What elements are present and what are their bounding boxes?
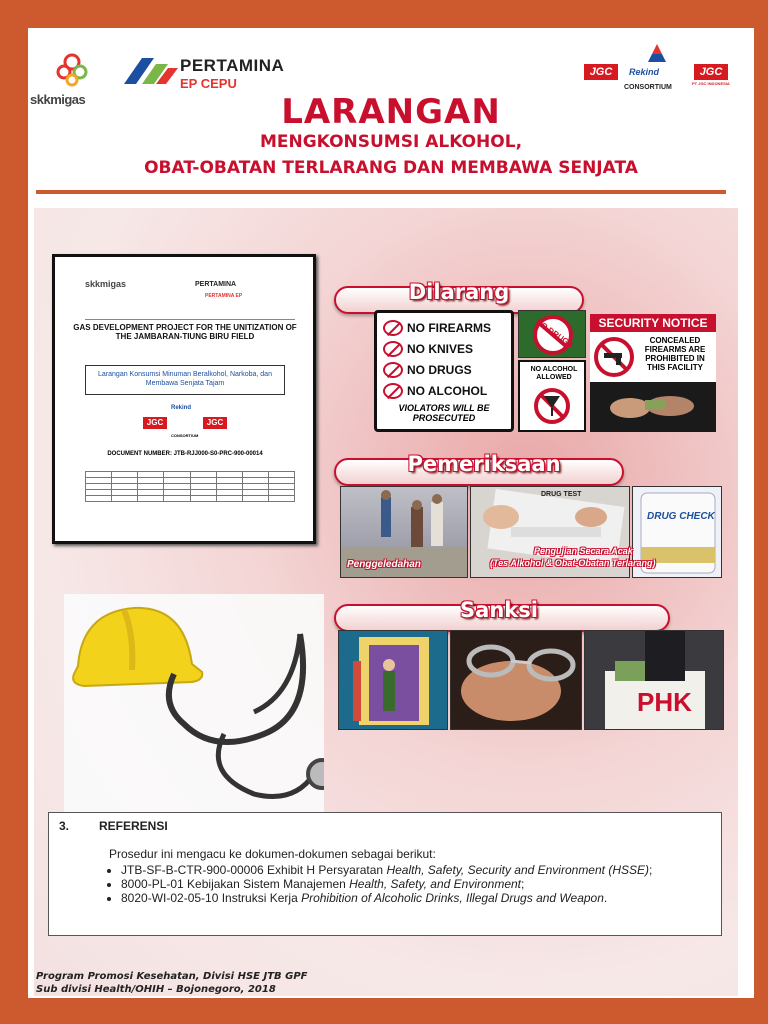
phk-photo	[584, 630, 724, 730]
no-glass-icon	[520, 386, 586, 430]
no-knife-icon	[383, 341, 403, 357]
jgc-right-badge: JGC	[694, 64, 728, 80]
consortium-text: CONSORTIUM	[624, 84, 672, 91]
reference-title: REFERENSI	[99, 819, 168, 833]
no-firearms-row	[383, 317, 505, 338]
poster-header	[28, 28, 754, 200]
no-drugs-row	[383, 359, 505, 380]
reference-item: • 8020-WI-02-05-10 Instruksi Kerja Prohibition of Alcoholic Drinks, Illegal Drugs and Weapon.	[121, 891, 711, 905]
doc-jgc-logo	[143, 403, 233, 443]
skkmigas-text: skkmigas	[30, 92, 86, 107]
pertamina-arrow-icon	[120, 54, 178, 94]
no-gun-icon	[383, 320, 403, 336]
no-alcohol-text: NO ALCOHOL	[407, 383, 488, 398]
prohibition-sign	[374, 310, 514, 432]
exit-door-image	[338, 630, 448, 730]
poster-title: LARANGAN	[281, 92, 501, 132]
footer-line-2: Sub divisi Health/OHIH – Bojonegoro, 2018	[36, 984, 276, 995]
no-alcohol-sign	[518, 360, 586, 432]
doc-consortium: CONSORTIUM	[171, 433, 199, 438]
security-notice	[590, 314, 716, 432]
doc-jgc-left: JGC	[143, 417, 167, 429]
helmet-stethoscope-image	[64, 594, 324, 814]
no-bottle-icon	[383, 383, 403, 399]
dilarang-label: Dilarang	[408, 280, 510, 304]
no-drugs-text: NO DRUGS	[407, 362, 472, 377]
no-knives-row	[383, 338, 505, 359]
dismissal-cartoon	[339, 631, 448, 730]
search-caption: Penggeledahan	[347, 559, 421, 570]
doc-divider	[85, 319, 295, 320]
doc-project-title: GAS DEVELOPMENT PROJECT FOR THE UNITIZATION OF THE JAMBARAN-TIUNG BIRU FIELD	[73, 323, 297, 341]
rekind-text: Rekind	[629, 67, 660, 77]
drug-test-label: DRUG TEST	[541, 491, 582, 498]
doc-rekind: Rekind	[171, 405, 192, 411]
no-pill-icon	[383, 362, 403, 378]
no-gun-circle-icon	[592, 335, 636, 379]
no-knives-text: NO KNIVES	[407, 341, 474, 356]
violators-text: VIOLATORS WILL BE PROSECUTED	[398, 403, 490, 423]
no-firearms-text: NO FIREARMS	[407, 320, 491, 335]
reference-item: • JTB-SF-B-CTR-900-00006 Exhibit H Persyaratan Health, Safety, Security and Environment (HSSE);	[121, 863, 711, 877]
test-caption-1: Pengujian Secara Acak	[534, 546, 633, 556]
poster-subtitle-2: OBAT-OBATAN TERLARANG DAN MEMBAWA SENJATA	[144, 158, 638, 178]
doc-pertamina-sub: PERTAMINA EP	[205, 293, 243, 299]
doc-jgc-right: JGC	[203, 417, 227, 429]
poster-sheet	[28, 28, 754, 998]
sanksi-label: Sanksi	[460, 598, 538, 622]
reference-heading	[59, 819, 711, 833]
reference-number: 3.	[59, 819, 70, 833]
doc-title-box: Larangan Konsumsi Minuman Beralkohol, Narkoba, dan Membawa Senjata Tajam	[85, 365, 285, 395]
poster-body	[34, 208, 738, 996]
no-drugs-sign	[518, 310, 586, 358]
jgc-left-badge: JGC	[584, 64, 618, 80]
no-alcohol-sign-text: NO ALCOHOL ALLOWED	[530, 366, 578, 381]
reference-list	[121, 863, 711, 905]
reference-intro: Prosedur ini mengacu ke dokumen-dokumen sebagai berikut:	[109, 847, 436, 861]
handover-photo	[590, 382, 716, 432]
doc-number: DOCUMENT NUMBER: JTB-RJJ000-S0-PRC-900-00014	[107, 451, 263, 457]
security-notice-body	[590, 332, 716, 382]
poster-subtitle-1: MENGKONSUMSI ALKOHOL,	[259, 132, 523, 152]
doc-revision-table	[85, 471, 295, 502]
document-cover	[52, 254, 316, 544]
header-divider	[36, 190, 726, 194]
pertamina-name: PERTAMINA	[180, 56, 285, 75]
drugcheck-label: DRUG CHECK	[647, 511, 715, 522]
test-caption-2: (Tes Alkohol & Obat-Obatan Terlarang)	[490, 558, 656, 568]
footer-line-1: Program Promosi Kesehatan, Divisi HSE JTB GPF	[36, 971, 308, 982]
handcuffs-image	[451, 631, 582, 730]
footer	[36, 970, 307, 996]
phk-label: PHK	[637, 687, 692, 717]
jgc-indonesia-text: PT JGC INDONESIA	[692, 81, 730, 86]
no-drugs-sign-text: NO DRUGS	[534, 317, 575, 350]
reference-item: • 8000-PL-01 Kebijakan Sistem Manajemen Health, Safety, and Environment;	[121, 877, 711, 891]
rekind-star-icon	[642, 42, 672, 64]
security-notice-text: CONCEALED FIREARMS ARE PROHIBITED IN THIS FACILITY	[644, 336, 706, 372]
doc-skkmigas-logo: skkmigas	[85, 279, 127, 289]
skkmigas-flower-icon	[52, 50, 92, 90]
pertamina-subtitle: EP CEPU	[180, 76, 237, 91]
handcuffs-photo	[450, 630, 582, 730]
no-alcohol-row	[383, 380, 505, 401]
reference-box	[48, 812, 722, 936]
security-notice-heading: SECURITY NOTICE	[590, 314, 716, 332]
search-photo	[340, 486, 468, 578]
pemeriksaan-label: Pemeriksaan	[407, 452, 561, 476]
doc-pertamina-logo: PERTAMINA	[195, 281, 237, 288]
